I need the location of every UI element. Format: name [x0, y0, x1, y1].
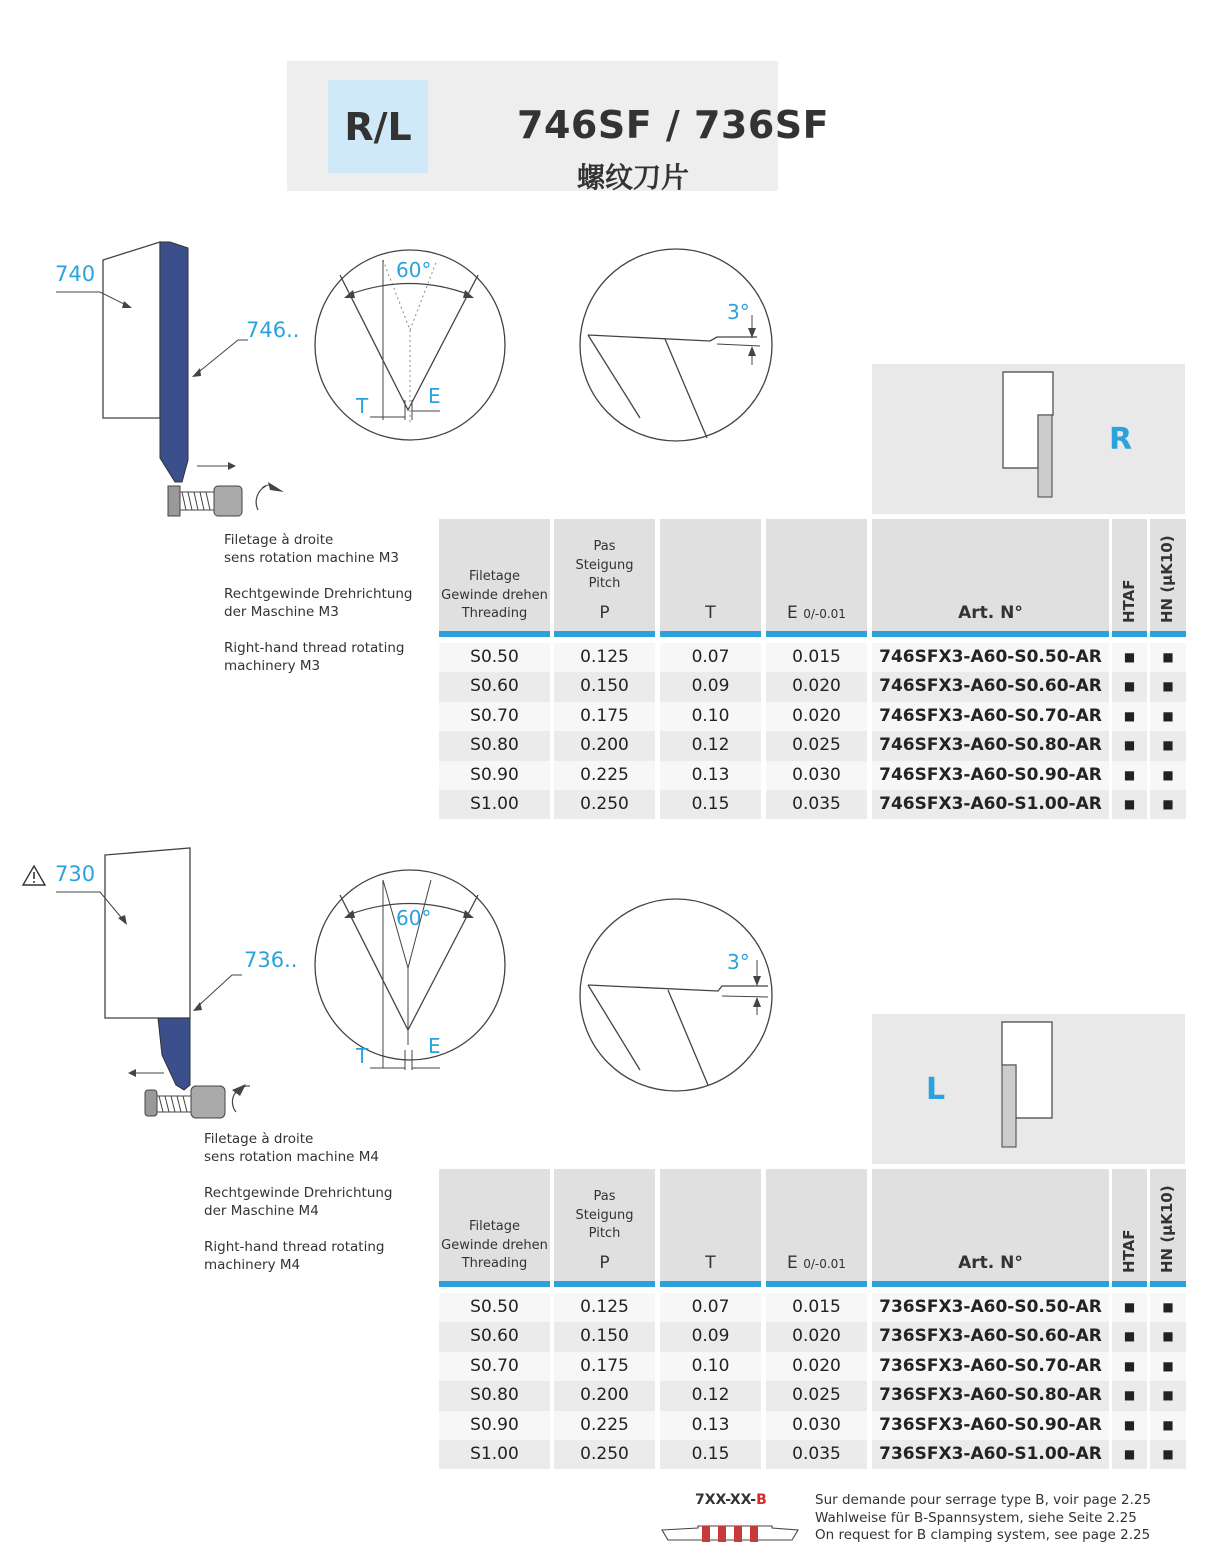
cell-e: 0.020 — [766, 702, 867, 731]
note-fr: Filetage à droite sens rotation machine M3 — [224, 532, 399, 566]
cell-threading: S0.90 — [439, 761, 550, 790]
cell-hn: ■ — [1150, 1352, 1186, 1381]
holder-callout-730: 730 — [55, 862, 96, 886]
col-t-header — [660, 519, 761, 637]
note-de-2: Rechtgewinde Drehrichtung der Maschine M4 — [204, 1185, 393, 1219]
th-hn: HN (μK10) — [1158, 535, 1176, 623]
insert-pocket-icon — [872, 364, 1185, 514]
cell-threading: S0.60 — [439, 1322, 550, 1351]
cell-pitch: 0.225 — [554, 761, 655, 790]
col-pitch-header — [554, 519, 655, 637]
tool-holder-730 — [105, 848, 190, 1018]
cell-t: 0.10 — [660, 702, 761, 731]
col-threading-header — [439, 519, 550, 637]
col-hn-header-2 — [1150, 1169, 1186, 1287]
th-art: Art. N° — [958, 603, 1023, 623]
b-clamp-code — [695, 1492, 767, 1508]
col-hn-header — [1150, 519, 1186, 637]
cell-pitch: 0.125 — [554, 1293, 655, 1322]
insert-pocket-icon-l — [872, 1014, 1185, 1164]
cell-htaf: ■ — [1112, 702, 1147, 731]
rake-angle-label: 3° — [727, 300, 750, 324]
cell-e: 0.020 — [766, 1322, 867, 1351]
cell-threading: S0.90 — [439, 1411, 550, 1440]
cell-threading: S0.50 — [439, 643, 550, 672]
hand-letter: R — [1109, 422, 1133, 457]
th-threading-fr-2: Filetage — [468, 1219, 521, 1234]
warning-symbol — [25, 863, 26, 864]
cell-t: 0.07 — [660, 643, 761, 672]
cell-htaf: ■ — [1112, 761, 1147, 790]
th-threading-en: Threading — [461, 606, 528, 621]
cell-pitch: 0.150 — [554, 672, 655, 701]
note-de: Rechtgewinde Drehrichtung der Maschine M3 — [224, 586, 413, 620]
table-row — [439, 672, 1186, 701]
cell-t: 0.09 — [660, 672, 761, 701]
th-e-tolerance-2: 0/-0.01 — [803, 1257, 846, 1271]
cell-pitch: 0.125 — [554, 643, 655, 672]
cell-e: 0.015 — [766, 1293, 867, 1322]
footer-line-fr: Sur demande pour serrage type B, voir page 2.25 — [815, 1492, 1152, 1508]
th-pitch-fr: Pas — [593, 539, 616, 554]
cell-t: 0.13 — [660, 761, 761, 790]
cell-e: 0.030 — [766, 1411, 867, 1440]
dim-e-label-2: E — [428, 1034, 441, 1058]
hand-letter-l: L — [926, 1072, 946, 1107]
cell-hn: ■ — [1150, 643, 1186, 672]
cell-hn: ■ — [1150, 1440, 1186, 1469]
cell-hn: ■ — [1150, 761, 1186, 790]
thread-notes-left — [204, 1130, 424, 1292]
product-table-left — [439, 1169, 1186, 1469]
cell-e: 0.020 — [766, 1352, 867, 1381]
angle-label: 60° — [396, 258, 432, 282]
cell-t: 0.09 — [660, 1322, 761, 1351]
th-threading-de: Gewinde drehen — [441, 587, 548, 603]
cell-e: 0.015 — [766, 643, 867, 672]
cell-hn: ■ — [1150, 1322, 1186, 1351]
dim-t-label-2: T — [356, 1044, 369, 1068]
table-row — [439, 761, 1186, 790]
code-suffix: B — [756, 1492, 767, 1508]
th-pitch-en-2: Pitch — [588, 1226, 621, 1241]
page-title: 746SF / 736SF — [517, 103, 830, 147]
table-row — [439, 1381, 1186, 1410]
cell-t: 0.07 — [660, 1293, 761, 1322]
b-clamp-note — [815, 1492, 1151, 1545]
cell-htaf: ■ — [1112, 1293, 1147, 1322]
code-prefix: 7XX-XX- — [695, 1492, 757, 1508]
cell-t: 0.12 — [660, 731, 761, 760]
dim-e-label: E — [428, 384, 441, 408]
th-t-2: T — [705, 1253, 716, 1273]
cell-e: 0.035 — [766, 1440, 867, 1469]
cell-t: 0.15 — [660, 1440, 761, 1469]
th-threading-fr: Filetage — [468, 569, 521, 584]
cell-htaf: ■ — [1112, 790, 1147, 819]
left-hand-diagrams — [0, 840, 800, 1140]
insert-746 — [160, 242, 188, 482]
title-banner — [287, 61, 830, 194]
holder-callout: 740 — [55, 262, 96, 286]
cell-t: 0.12 — [660, 1381, 761, 1410]
th-p: P — [599, 603, 610, 623]
cell-e: 0.025 — [766, 731, 867, 760]
col-art-header-2 — [872, 1169, 1109, 1287]
th-e: E — [787, 603, 798, 623]
table-row — [439, 1440, 1186, 1469]
table-row — [439, 643, 1186, 672]
table-row — [439, 1293, 1186, 1322]
cell-htaf: ■ — [1112, 643, 1147, 672]
table-row — [439, 731, 1186, 760]
cell-hn: ■ — [1150, 790, 1186, 819]
col-htaf-header — [1112, 519, 1147, 637]
b-clamp-insert-icon — [660, 1522, 800, 1546]
th-art-2: Art. N° — [958, 1253, 1023, 1273]
cell-e: 0.030 — [766, 761, 867, 790]
th-pitch-fr-2: Pas — [593, 1189, 616, 1204]
cell-threading: S0.50 — [439, 1293, 550, 1322]
note-fr-2: Filetage à droite sens rotation machine M4 — [204, 1131, 379, 1165]
th-pitch-en: Pitch — [588, 576, 621, 591]
cell-hn: ■ — [1150, 1293, 1186, 1322]
insert-callout: 746.. — [246, 318, 300, 342]
dim-t-label: T — [356, 394, 369, 418]
cell-threading: S0.80 — [439, 731, 550, 760]
cell-art-no: 746SFX3-A60-S1.00-AR — [872, 790, 1109, 819]
cell-threading: S0.70 — [439, 1352, 550, 1381]
cell-pitch: 0.200 — [554, 731, 655, 760]
cell-art-no: 746SFX3-A60-S0.50-AR — [872, 643, 1109, 672]
thread-notes-right — [224, 531, 434, 693]
rake-angle-label-2: 3° — [727, 950, 750, 974]
col-e-header-2 — [766, 1169, 867, 1287]
angle-label-2: 60° — [396, 906, 432, 930]
hand-box-l — [872, 1014, 1185, 1164]
table-row — [439, 1411, 1186, 1440]
cell-htaf: ■ — [1112, 1440, 1147, 1469]
cell-e: 0.025 — [766, 1381, 867, 1410]
cell-htaf: ■ — [1112, 1322, 1147, 1351]
footer-line-en: On request for B clamping system, see page 2.25 — [815, 1527, 1151, 1543]
col-e-header — [766, 519, 867, 637]
cell-art-no: 746SFX3-A60-S0.90-AR — [872, 761, 1109, 790]
th-htaf: HTAF — [1120, 579, 1138, 623]
th-hn-2: HN (μK10) — [1158, 1185, 1176, 1273]
cell-hn: ■ — [1150, 672, 1186, 701]
table-row — [439, 1352, 1186, 1381]
table-row — [439, 1322, 1186, 1351]
cell-e: 0.020 — [766, 672, 867, 701]
product-table-right — [439, 519, 1186, 819]
col-art-header — [872, 519, 1109, 637]
cell-art-no: 736SFX3-A60-S0.50-AR — [872, 1293, 1109, 1322]
th-t: T — [705, 603, 716, 623]
cell-htaf: ■ — [1112, 1411, 1147, 1440]
insert-callout-736: 736.. — [244, 948, 298, 972]
cell-pitch: 0.200 — [554, 1381, 655, 1410]
cell-art-no: 746SFX3-A60-S0.70-AR — [872, 702, 1109, 731]
cell-threading: S0.60 — [439, 672, 550, 701]
tool-holder-740 — [103, 242, 160, 418]
cell-art-no: 736SFX3-A60-S1.00-AR — [872, 1440, 1109, 1469]
cell-t: 0.13 — [660, 1411, 761, 1440]
note-en: Right-hand thread rotating machinery M3 — [224, 640, 405, 674]
th-threading-de-2: Gewinde drehen — [441, 1237, 548, 1253]
cell-pitch: 0.175 — [554, 702, 655, 731]
th-p-2: P — [599, 1253, 610, 1273]
th-htaf-2: HTAF — [1120, 1229, 1138, 1273]
note-en-2: Right-hand thread rotating machinery M4 — [204, 1239, 385, 1273]
cell-pitch: 0.225 — [554, 1411, 655, 1440]
cell-e: 0.035 — [766, 790, 867, 819]
cell-art-no: 746SFX3-A60-S0.80-AR — [872, 731, 1109, 760]
col-pitch-header-2 — [554, 1169, 655, 1287]
cell-t: 0.15 — [660, 790, 761, 819]
hand-badge: R/L — [328, 80, 428, 173]
page-subtitle: 螺纹刀片 — [577, 161, 690, 194]
cell-art-no: 736SFX3-A60-S0.90-AR — [872, 1411, 1109, 1440]
cell-art-no: 746SFX3-A60-S0.60-AR — [872, 672, 1109, 701]
cell-pitch: 0.150 — [554, 1322, 655, 1351]
cell-threading: S0.80 — [439, 1381, 550, 1410]
cell-pitch: 0.175 — [554, 1352, 655, 1381]
cell-threading: S0.70 — [439, 702, 550, 731]
cell-htaf: ■ — [1112, 1381, 1147, 1410]
th-e-2: E — [787, 1253, 798, 1273]
th-pitch-de: Steigung — [575, 557, 634, 573]
hand-box-r — [872, 364, 1185, 514]
cell-art-no: 736SFX3-A60-S0.80-AR — [872, 1381, 1109, 1410]
footer-line-de: Wahlweise für B-Spannsystem, siehe Seite 2.25 — [815, 1509, 1137, 1526]
table-row — [439, 790, 1186, 819]
th-pitch-de-2: Steigung — [575, 1207, 634, 1223]
cell-threading: S1.00 — [439, 1440, 550, 1469]
col-htaf-header-2 — [1112, 1169, 1147, 1287]
cell-hn: ■ — [1150, 1411, 1186, 1440]
cell-pitch: 0.250 — [554, 790, 655, 819]
th-threading-en-2: Threading — [461, 1256, 528, 1271]
cell-htaf: ■ — [1112, 672, 1147, 701]
cell-t: 0.10 — [660, 1352, 761, 1381]
table-row — [439, 702, 1186, 731]
cell-htaf: ■ — [1112, 731, 1147, 760]
insert-736 — [158, 1018, 190, 1090]
cell-art-no: 736SFX3-A60-S0.70-AR — [872, 1352, 1109, 1381]
cell-hn: ■ — [1150, 702, 1186, 731]
cell-threading: S1.00 — [439, 790, 550, 819]
col-t-header-2 — [660, 1169, 761, 1287]
cell-htaf: ■ — [1112, 1352, 1147, 1381]
cell-pitch: 0.250 — [554, 1440, 655, 1469]
cell-hn: ■ — [1150, 731, 1186, 760]
col-threading-header-2 — [439, 1169, 550, 1287]
cell-art-no: 736SFX3-A60-S0.60-AR — [872, 1322, 1109, 1351]
th-e-tolerance: 0/-0.01 — [803, 607, 846, 621]
cell-hn: ■ — [1150, 1381, 1186, 1410]
